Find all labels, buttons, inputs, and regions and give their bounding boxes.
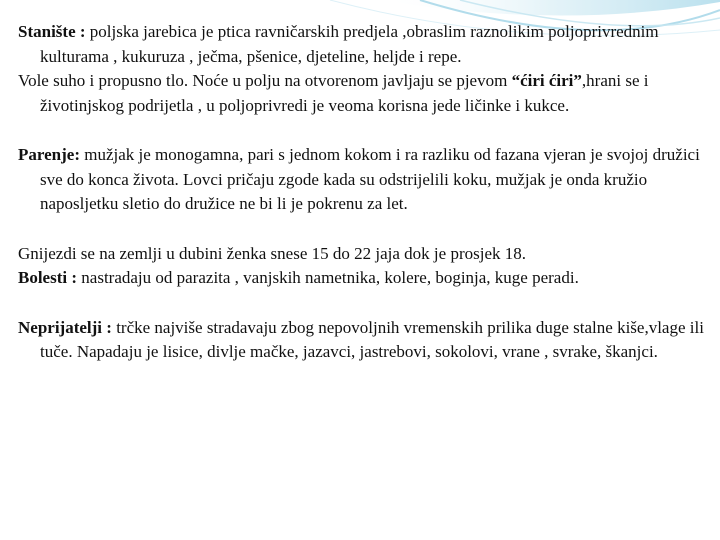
paragraph-nesting [18, 242, 710, 267]
label-mating: Parenje: [18, 145, 80, 164]
text-habitat: poljska jarebica je ptica ravničarskih predjela ,obraslim raznolikim poljoprivrednim kulturama , kukuruza , ječma, pšenice, djeteline, heljde i repe. [40, 22, 659, 66]
text-diseases: nastradaju od parazita , vanjskih nametnika, kolere, boginja, kuge peradi. [77, 268, 579, 287]
label-diseases: Bolesti : [18, 268, 78, 287]
paragraph-habitat [18, 20, 710, 69]
call-text: “ćiri ćiri” [511, 71, 582, 90]
text-nesting: Gnijezdi se na zemlji u dubini ženka snese 15 do 22 jaja dok je prosjek 18. [18, 243, 526, 263]
text-soil-after: ,hrani se i životinjskog podrijetla , u poljoprivredi je veoma korisna jede ličinke i kukce. [40, 71, 649, 115]
paragraph-soil [18, 69, 710, 118]
paragraph-enemies [18, 316, 710, 365]
paragraph-diseases [18, 266, 710, 291]
slide-body [18, 20, 710, 365]
label-enemies: Neprijatelji : [18, 317, 112, 337]
label-habitat: Stanište : [18, 22, 86, 41]
text-enemies: trčke najviše stradavaju zbog nepovoljnih vremenskih prilika duge stalne kiše,vlage ili tuče. Napadaju je lisice, divlje mačke, jazavci, jastrebovi, sokolovi, vrane , svrake, škanjci. [40, 317, 704, 361]
paragraph-mating [18, 143, 710, 217]
text-soil: Vole suho i propusno tlo. Noće u polju na otvorenom javljaju se pjevom [18, 71, 512, 90]
text-mating: mužjak je monogamna, pari s jednom kokom i ra razliku od fazana vjeran je svojoj družici sve do konca života. Lovci pričaju zgode kada su odstrijelili koku, mužjak je onda kružio naposljetku sletio do družice ne bi li je pokrenu za let. [40, 145, 700, 213]
